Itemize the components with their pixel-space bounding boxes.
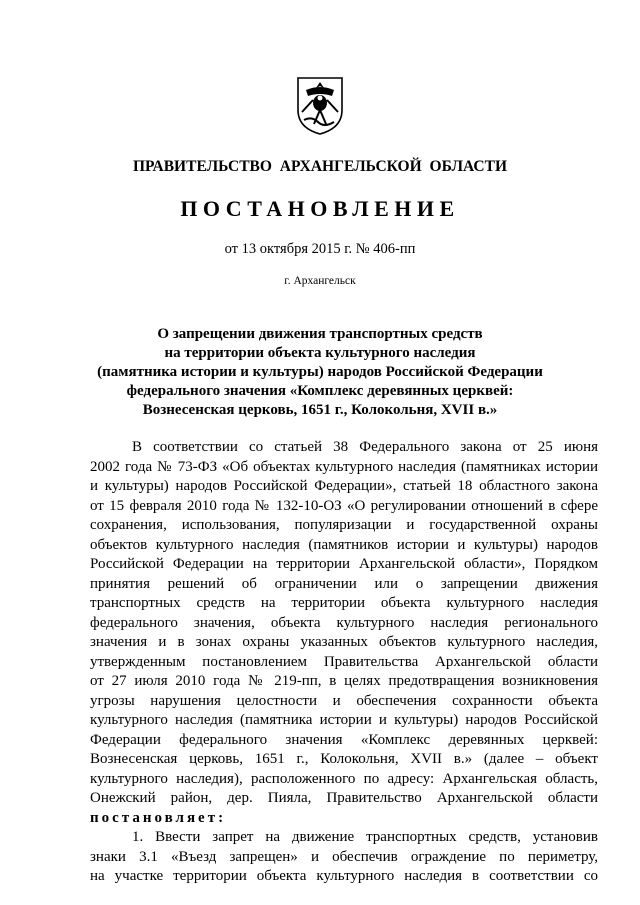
item-line: знаки 3.1 «Въезд запрещен» и обеспечив ограждение по периметру, (90, 848, 598, 865)
body-line: от 27 июля 2010 года № 219-пп, в целях предотвращения возникновения (90, 673, 598, 689)
title-line: Вознесенская церковь, 1651 г., Колокольня, XVII в.» (142, 402, 498, 418)
body-line: 2002 года № 73-ФЗ «Об объектах культурного наследия (памятниках истории (90, 458, 598, 475)
document-date-number: от 13 октября 2015 г. № 406-пп (224, 241, 416, 257)
item-line: на участке территории объекта культурного наследия в соответствии со (90, 868, 598, 884)
body-line: Российской Федерации на территории Архангельской области», Порядком (90, 556, 598, 572)
organization-name: ПРАВИТЕЛЬСТВО АРХАНГЕЛЬСКОЙ ОБЛАСТИ (132, 158, 507, 175)
resolves-word (90, 809, 598, 829)
body-line: культурного наследия), расположенного по адресу: Архангельская область, (90, 770, 598, 787)
title-line: (памятника истории и культуры) народов Российской Федерации (97, 364, 543, 380)
body-line: значения и в зонах охраны указанных объектов культурного наследия, (90, 634, 598, 650)
body-line: угрозы нарушения целостности и обеспечения сохранности объекта (90, 692, 598, 709)
document-type: ПОСТАНОВЛЕНИЕ (180, 196, 460, 221)
body-line: принятия решений об ограничении или о запрещении движения (90, 575, 598, 592)
body-line: от 15 февраля 2010 года № 132-10-ОЗ «О регулировании отношений в сфере (90, 497, 598, 514)
body-line: Онежский район, дер. Пияла, Правительство Архангельской области (90, 790, 598, 806)
body-line: В соответствии со статьей 38 Федерального закона от 25 июня (132, 439, 598, 455)
coat-of-arms-icon (296, 76, 344, 136)
body-line: федерального значения, объекта культурного наследия регионального (90, 614, 598, 631)
body-line: Федерации федерального значения «Комплекс деревянных церквей: (90, 731, 598, 748)
body-line: утвержденным постановлением Правительства Архангельской области (90, 653, 598, 670)
body-line: сохранения, использования, популяризации и государственной охраны (90, 517, 598, 533)
body-line: Вознесенская церковь, 1651 г., Колокольня, XVII в.» (далее – объект (90, 751, 598, 767)
body-line: и культуры) народов Российской Федерации», статьей 18 областного закона (90, 478, 598, 494)
body-line: объектов культурного наследия (памятников истории и культуры) народов (90, 536, 598, 553)
document-title (60, 325, 580, 420)
document-body (90, 438, 598, 887)
body-line: культурного наследия (памятника истории и культуры) народов Российской (90, 712, 598, 728)
resolves-text: постановляет: (90, 809, 227, 826)
title-line: федерального значения «Комплекс деревянных церквей: (126, 383, 514, 399)
title-line: О запрещении движения транспортных средств (157, 326, 483, 342)
title-line: на территории объекта культурного наследия (164, 345, 476, 361)
document-place: г. Архангельск (284, 275, 356, 287)
body-line: транспортных средств на территории объекта культурного наследия (90, 595, 598, 611)
item-line: 1. Ввести запрет на движение транспортных средств, установив (132, 829, 598, 845)
